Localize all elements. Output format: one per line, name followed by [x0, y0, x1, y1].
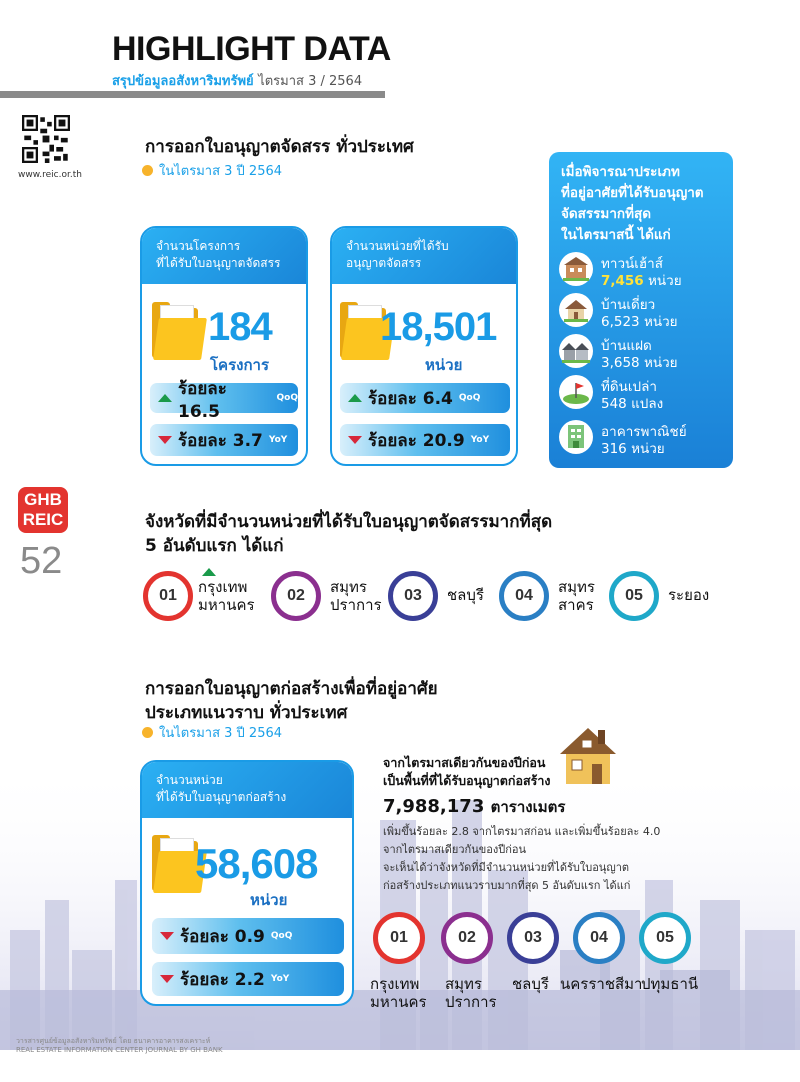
rank-circle: 05: [609, 571, 659, 621]
house-icon: [556, 722, 620, 788]
rank-circle: 01: [373, 912, 425, 964]
rank-label: ปทุมธานี: [641, 975, 699, 993]
panel-item-value: 3,658 หน่วย: [601, 355, 678, 371]
subtitle-main: สรุปข้อมูลอสังหาริมทรัพย์: [112, 74, 254, 89]
construction-card-header: จำนวนหน่วย ที่ได้รับใบอนุญาตก่อสร้าง: [142, 762, 352, 818]
rank-label: กรุงเทพ มหานคร: [370, 975, 427, 1011]
rank-circle: 02: [271, 571, 321, 621]
section1-title: การออกใบอนุญาตจัดสรร ทั่วประเทศ: [145, 137, 414, 157]
website-url[interactable]: www.reic.or.th: [18, 170, 82, 180]
panel-item-value: 548 แปลง: [601, 396, 664, 412]
units-card-header: จำนวนหน่วยที่ได้รับ อนุญาตจัดสรร: [332, 228, 516, 284]
units-unit: หน่วย: [425, 356, 463, 374]
rank-label: สมุทร ปราการ: [445, 975, 497, 1011]
construction-qoq-pill: ร้อยละ 0.9 QoQ: [152, 918, 344, 954]
arrow-up-icon: [202, 568, 216, 576]
qr-code-icon[interactable]: [22, 115, 70, 163]
panel-item-value: 7,456 หน่วย: [601, 273, 682, 289]
arrow-down-icon: [160, 932, 174, 940]
page-number: 52: [20, 540, 63, 582]
arrow-up-icon: [348, 394, 362, 402]
page-title: HIGHLIGHT DATA: [112, 30, 391, 68]
rank-label: ชลบุรี: [512, 975, 549, 993]
arrow-down-icon: [160, 975, 174, 983]
area-description: เพิ่มขึ้นร้อยละ 2.8 จากไตรมาสก่อน และเพิ่มขึ้นร้อยละ 4.0 จากไตรมาสเดียวกันของปีก่อน จะเห็นได้ว่าจังหวัดที่มีจำนวนหน่วยที่ได้รับใบอนุญาต ก่อสร้างประเภทแนวราบมากที่สุด 5 อันดับแรก ได้แก่: [383, 825, 661, 892]
projects-value: 184: [208, 305, 272, 349]
section1-period: ในไตรมาส 3 ปี 2564: [142, 160, 282, 181]
section3-title: การออกใบอนุญาตก่อสร้างเพื่อที่อยู่อาศัย ประเภทแนวราบ ทั่วประเทศ: [145, 679, 438, 723]
panel-item-value: 6,523 หน่วย: [601, 314, 678, 330]
rank-label: ระยอง: [668, 586, 710, 604]
panel-item-name: บ้านเดี่ยว: [601, 297, 656, 313]
area-value-line: 7,988,173 ตารางเมตร: [383, 796, 566, 817]
rank-label: กรุงเทพ มหานคร: [198, 578, 255, 614]
construction-units-unit: หน่วย: [250, 891, 288, 909]
footer-text-english: REAL ESTATE INFORMATION CENTER JOURNAL BY GH BANK: [16, 1046, 223, 1054]
units-yoy-pill: ร้อยละ 20.9 YoY: [340, 424, 510, 456]
folder-icon: [152, 302, 208, 362]
rank-circle: 01: [143, 571, 193, 621]
rank-label: นครราชสีมา: [560, 975, 643, 993]
header-rule: [0, 91, 385, 98]
housing-type-panel: [549, 152, 733, 468]
section2-title: จังหวัดที่มีจำนวนหน่วยที่ได้รับใบอนุญาตจัดสรรมากที่สุด 5 อันดับแรก ได้แก่: [145, 512, 553, 556]
arrow-down-icon: [348, 436, 362, 444]
projects-unit: โครงการ: [210, 356, 270, 374]
subtitle-quarter: ไตรมาส 3 / 2564: [258, 74, 363, 89]
land-plot-icon: [559, 375, 593, 409]
twin-house-icon: [559, 334, 593, 368]
rank-circle: 05: [639, 912, 691, 964]
ghb-reic-logo: GHB REIC: [18, 487, 68, 533]
page-subtitle: [112, 70, 362, 91]
rank-label: ชลบุรี: [447, 586, 484, 604]
rank-circle: 02: [441, 912, 493, 964]
townhouse-icon: [559, 252, 593, 286]
rank-circle: 03: [388, 571, 438, 621]
bullet-dot-icon: [142, 727, 153, 738]
footer-text-thai: วารสารศูนย์ข้อมูลอสังหาริมทรัพย์ โดย ธนาคารอาคารสงเคราะห์: [16, 1037, 211, 1045]
detached-house-icon: [559, 293, 593, 327]
panel-item-name: ทาวน์เฮ้าส์: [601, 256, 663, 272]
projects-yoy-pill: ร้อยละ 3.7 YoY: [150, 424, 298, 456]
arrow-up-icon: [158, 394, 172, 402]
rank-circle: 04: [573, 912, 625, 964]
section3-period: ในไตรมาส 3 ปี 2564: [142, 722, 282, 743]
construction-units-value: 58,608: [195, 840, 318, 887]
bullet-dot-icon: [142, 165, 153, 176]
rank-label: สมุทร สาคร: [558, 578, 595, 614]
arrow-down-icon: [158, 436, 172, 444]
area-intro: จากไตรมาสเดียวกันของปีก่อน เป็นพื้นที่ที่ได้รับอนุญาตก่อสร้าง: [383, 755, 551, 788]
construction-yoy-pill: ร้อยละ 2.2 YoY: [152, 962, 344, 996]
panel-item-name: อาคารพาณิชย์: [601, 424, 687, 440]
rank-label: สมุทร ปราการ: [330, 578, 382, 614]
projects-card-header: จำนวนโครงการ ที่ได้รับใบอนุญาตจัดสรร: [142, 228, 306, 284]
projects-qoq-pill: ร้อยละ 16.5 QoQ: [150, 383, 298, 413]
rank-circle: 03: [507, 912, 559, 964]
units-value: 18,501: [380, 305, 497, 349]
commercial-building-icon: [559, 420, 593, 454]
panel-item-name: บ้านแฝด: [601, 338, 652, 354]
panel-title: เมื่อพิจารณาประเภท ที่อยู่อาศัยที่ได้รับอนุญาต จัดสรรมากที่สุด ในไตรมาสนี้ ได้แก่: [561, 164, 704, 243]
rank-circle: 04: [499, 571, 549, 621]
units-qoq-pill: ร้อยละ 6.4 QoQ: [340, 383, 510, 413]
panel-item-value: 316 หน่วย: [601, 441, 665, 457]
panel-item-name: ที่ดินเปล่า: [601, 379, 657, 395]
